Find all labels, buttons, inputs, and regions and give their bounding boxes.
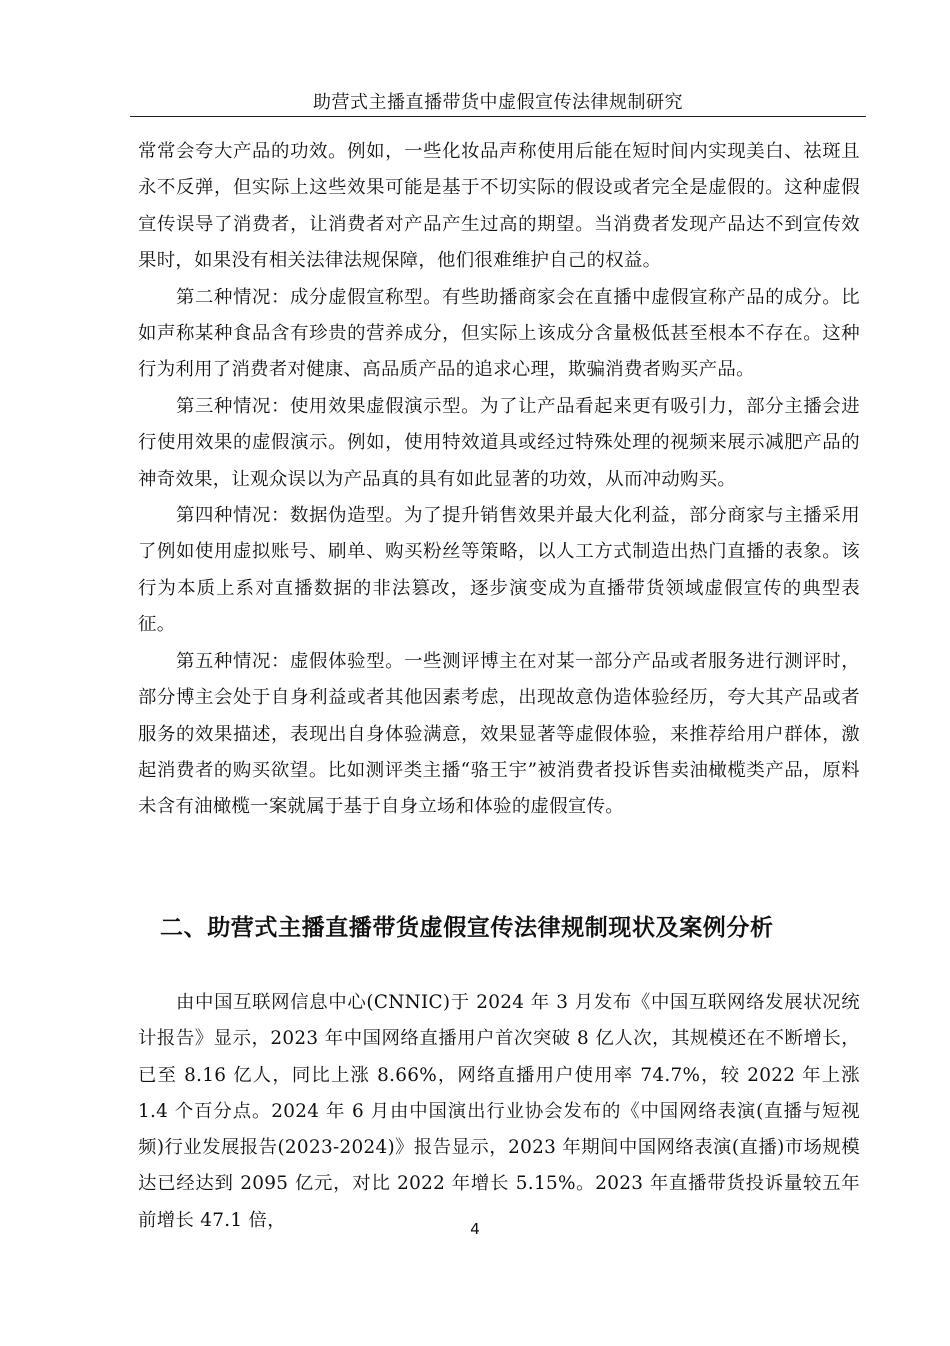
section-heading: 二、助营式主播直播带货虚假宣传法律规制现状及案例分析 [160,915,774,941]
running-header: 助营式主播直播带货中虚假宣传法律规制研究 [313,92,683,113]
page-number: 4 [470,1220,480,1238]
paragraph-case-5: 第五种情况：虚假体验型。一些测评博主在对某一部分产品或者服务进行测评时，部分博主会处于自身利益或者其他因素考虑，出现故意伪造体验经历，夸大其产品或者服务的效果描述，表现出自身体验满意，效果显著等虚假体验，来推荐给用户群体，激起消费者的购买欲望。比如测评类主播“骆王宇”被消费者投诉售卖油橄榄类产品，原料未含有油橄榄一案就属于基于自身立场和体验的虚假宣传。 [138,650,860,818]
body-text [138,134,860,826]
header-rule [130,116,866,117]
section-paragraph: 由中国互联网信息中心(CNNIC)于 2024 年 3 月发布《中国互联网络发展状况统计报告》显示，2023 年中国网络直播用户首次突破 8 亿人次，其规模还在不断增长，已至 8.16 亿人，同比上涨 8.66%，网络直播用户使用率 74.7%，较 2022 年上涨 1.4 个百分点。2024 年 6 月由中国演出行业协会发布的《中国网络表演(直播与短视频)行业发展报告(2023-2024)》报告显示，2023 年期间中国网络表演(直播)市场规模达已经达到 2095 亿元，对比 2022 年增长 5.15%。2023 年直播带货投诉量较五年前增长 47.1 倍， [138,992,860,1231]
paragraph-case-4: 第四种情况：数据伪造型。为了提升销售效果并最大化利益，部分商家与主播采用了例如使用虚拟账号、刷单、购买粉丝等策略，以人工方式制造出热门直播的表象。该行为本质上系对直播数据的非法篡改，逐步演变成为直播带货领域虚假宣传的典型表征。 [138,505,860,636]
section-body [138,985,860,1239]
paragraph-case-3: 第三种情况：使用效果虚假演示型。为了让产品看起来更有吸引力，部分主播会进行使用效果的虚假演示。例如，使用特效道具或经过特殊处理的视频来展示减肥产品的神奇效果，让观众误以为产品真的具有如此显著的功效，从而冲动购买。 [138,395,860,490]
paragraph-continuation: 常常会夸大产品的功效。例如，一些化妆品声称使用后能在短时间内实现美白、祛斑且永不反弹，但实际上这些效果可能是基于不切实际的假设或者完全是虚假的。这种虚假宣传误导了消费者，让消费者对产品产生过高的期望。当消费者发现产品达不到宣传效果时，如果没有相关法律法规保障，他们很难维护自己的权益。 [138,141,860,272]
paragraph-case-2: 第二种情况：成分虚假宣称型。有些助播商家会在直播中虚假宣称产品的成分。比如声称某种食品含有珍贵的营养成分，但实际上该成分含量极低甚至根本不存在。这种行为利用了消费者对健康、高品质产品的追求心理，欺骗消费者购买产品。 [138,286,860,381]
